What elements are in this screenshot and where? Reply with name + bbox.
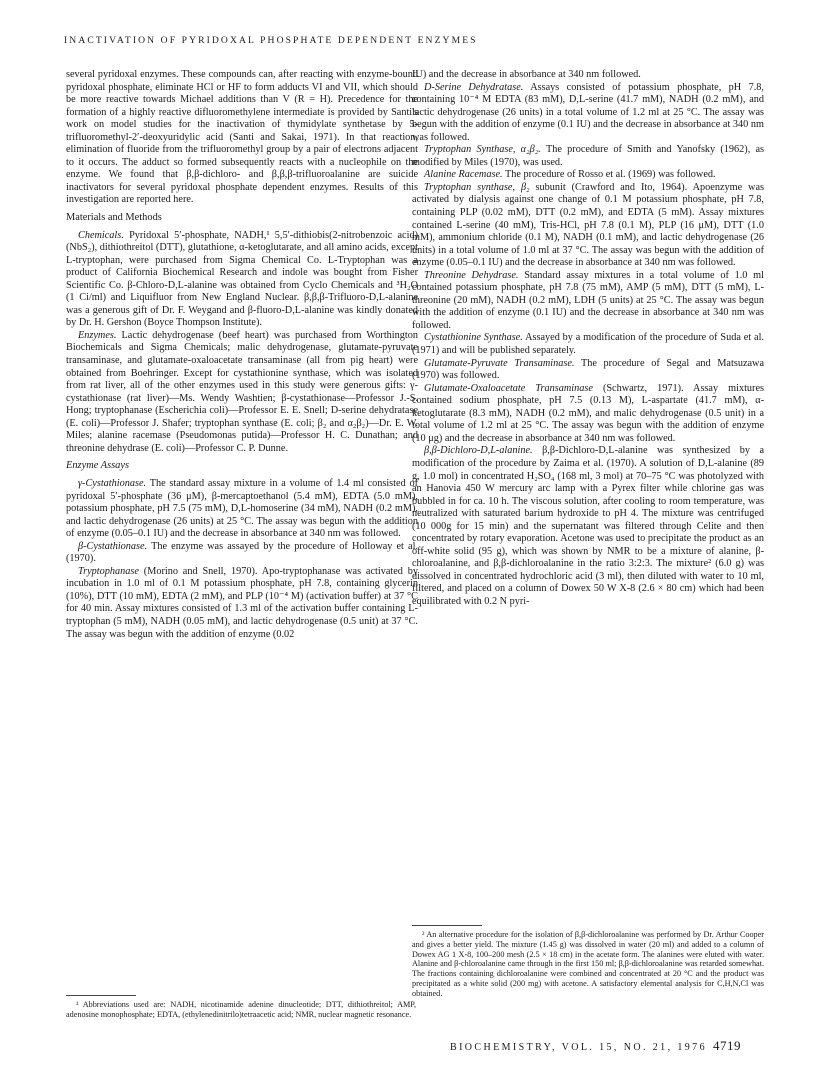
tryptophan-synthase-b2-lead: Tryptophan synthase, β₂ bbox=[424, 181, 530, 193]
chemicals-body: Pyridoxal 5′-phosphate, NADH,¹ 5,5′-dithiobis(2-nitrobenzoic acid) (NbS₂), dithiothreitol (DTT), glutathione, α-ketoglutarate, and all amino acids, except L-tryptophan, were purchased from Sigma Chemical Co. L-Tryptophan was a product of California Biochemical Research and indole was bought from Fisher Scientific Co. β-Chloro-D,L-alanine was obtained from Cyclo Chemicals and ³H₂O (1 Ci/ml) and Liquifluor from New England Nuclear. β,β,β-Trifluoro-D,L-alanine was a generous gift of Dr. F. Weygand and β-fluoro-D,L-alanine was kindly donated by Dr. H. Gershon (Boyce Thompson Institute). bbox=[66, 229, 418, 329]
alanine-racemase-body: The procedure of Rosso et al. (1969) was followed. bbox=[502, 169, 716, 181]
section-heading-assays: Enzyme Assays bbox=[66, 460, 130, 472]
footnote-1 bbox=[66, 1000, 416, 1020]
dichloroalanine-paragraph bbox=[412, 445, 764, 608]
journal-citation: BIOCHEMISTRY, VOL. 15, NO. 21, 1976 bbox=[450, 1042, 707, 1053]
chemicals-paragraph bbox=[66, 230, 418, 330]
got-paragraph bbox=[412, 383, 764, 446]
d-serine-paragraph bbox=[412, 82, 764, 145]
alanine-racemase-paragraph bbox=[412, 169, 764, 182]
tryptophan-synthase-a2b2-body: The procedure of Smith and Yanofsky (1962), as modified by Miles (1970), was used. bbox=[412, 144, 764, 168]
dichloroalanine-lead: β,β-Dichloro-D,L-alanine. bbox=[424, 445, 533, 457]
tryptophanase-body: (Morino and Snell, 1970). Apo-tryptophanase was activated by incubation in 1.0 ml of 0.1 M potassium phosphate, pH 7.8, containing glycerin (10%), DTT (10 mM), EDTA (2 mM), and PLP (10⁻⁴ M) (activation buffer) at 37 °C for 40 min. Assay mixtures consisted of 1.3 ml of the activation buffer containing L-tryptophan (5 mM), NADH (0.05 mM), and lactic dehydrogenase (0.5 unit) at 37 °C. The assay was begun with the addition of enzyme (0.02 bbox=[66, 565, 418, 640]
footnote-2-text: ² An alternative procedure for the isolation of β,β-dichloroalanine was performed by Dr. Arthur Cooper and gives a better yield. The mixture (1.45 g) was dissolved in water (20 ml) and added to a column of Dowex AG 1 X-8, 100–200 mesh (2.5 × 18 cm) in the acetate form. The alanines were eluted with water. Alanine and β-chloroalanine came through in the first 150 ml; β,β-dichloroalanine was retarded somewhat. The fractions containing dichloroalanine were combined and concentrated at 20 °C and the product was precipitated as a white solid (200 mg) with acetone. A satisfactory elemental analysis for C,H,N,Cl was obtained. bbox=[412, 930, 764, 998]
enzymes-paragraph bbox=[66, 330, 418, 455]
alanine-racemase-lead: Alanine Racemase. bbox=[424, 169, 503, 181]
folio bbox=[450, 1038, 741, 1054]
intro-paragraph: several pyridoxal enzymes. These compounds can, after reacting with enzyme-bound pyridoxal phosphate, eliminate HCl or HF to form adducts VI and VII, which should be more reactive towards Michael additions than V (R = H). Precedence for the formation of a highly reactive difluoromethylene intermediate is provided by Santi's work on model studies for the inactivation of thymidylate synthetase by 5-trifluoromethyl-2′-deoxyuridylic acid (Santi and Sakai, 1971). In that reaction, elimination of fluoride from the trifluoromethyl group by a pair of electrons adjacent to it occurs. The adduct so formed subsequently reacts with a nucleophile on the enzyme. We found that β,β-dichloro- and β,β,β-trifluoroalanine are suicide inactivators for several pyridoxal phosphate dependent enzymes. Results of this investigation are reported here. bbox=[66, 69, 418, 206]
got-body: (Schwartz, 1971). Assay mixtures contained sodium phosphate, pH 7.5 (0.13 M), L-aspartate (41.7 mM), α-ketoglutarate (8.3 mM), NADH (0.2 mM), and malic dehydrogenase (0.5 unit) in a total volume of 1.2 ml at 25 °C. The assay was begun with the addition of enzyme (10 μg) and the decrease in absorbance at 340 nm was followed. bbox=[412, 382, 765, 444]
section-heading-methods: Materials and Methods bbox=[66, 212, 162, 224]
gamma-cystathionase-lead: γ-Cystathionase. bbox=[78, 477, 147, 489]
cystathionine-synthase-lead: Cystathionine Synthase. bbox=[424, 332, 523, 344]
gpt-body: The procedure of Segal and Matsuzawa (1970) was followed. bbox=[412, 357, 764, 382]
footnote-2 bbox=[412, 930, 764, 999]
page-number: 4719 bbox=[712, 1038, 741, 1053]
cystathionine-synthase-body: Assayed by a modification of the procedure of Suda et al. (1971) and will be published separately. bbox=[412, 332, 764, 357]
gamma-cystathionase-paragraph bbox=[66, 478, 418, 541]
beta-cystathionase-body: The enzyme was assayed by the procedure of Holloway et al. (1970). bbox=[66, 540, 418, 565]
footnote-1-text: ¹ Abbreviations used are: NADH, nicotinamide adenine dinucleotide; DTT, dithiothreitol; AMP, adenosine monophosphate; EDTA, (ethylenedinitrilo)tetraacetic acid; NMR, nuclear magnetic resonance. bbox=[66, 1000, 416, 1019]
right-column bbox=[412, 69, 764, 609]
cystathionine-synthase-paragraph bbox=[412, 332, 764, 357]
enzymes-body: Lactic dehydrogenase (beef heart) was purchased from Worthington Biochemicals and Sigma Chemicals; malic dehydrogenase, glutamate-pyruvate transaminase, and glutamate-oxaloacetate transaminase (all from pig heart) were obtained from Boehringer. Except for cystathionine synthase, which was isolated from rat liver, all of the other enzymes used in this study were generous gifts: γ-cystathionase (rat liver)—Ms. Wendy Washtien; β-cystathionase—Professor J.-S. Hong; tryptophanase (Escherichia coli)—Professor E. E. Snell; D-serine dehydratase (E. coli)—Professor J. Shafer; tryptophan synthase (E. coli; β₂ and α₂β₂)—Dr. E. W. Miles; alanine racemase (Pseudomonas putida)—Professor H. C. Dunathan; and threonine dehydrase (E. coli)—Professor C. P. Dunne. bbox=[66, 329, 418, 454]
footnote-rule-left bbox=[66, 995, 136, 996]
tryptophanase-paragraph bbox=[66, 566, 418, 641]
d-serine-lead: D-Serine Dehydratase. bbox=[424, 81, 524, 93]
continued-paragraph: IU) and the decrease in absorbance at 340 nm followed. bbox=[412, 69, 641, 80]
dichloroalanine-body: β,β-Dichloro-D,L-alanine was synthesized by a modification of the procedure by Zaima et al. (1970). A solution of D,L-alanine (89 g, 1.0 mol) in concentrated H₂SO₄ (168 ml, 3 mol) at 70–75 °C was photolyzed with an Hanovia 450 W mercury arc lamp with a Pyrex filter while chlorine gas was bubbled in for ca. 10 h. The viscous solution, after cooling to room temperature, was neutralized with saturated barium hydroxide to pH 4. The mixture was centrifuged (10 000g for 15 min) and the supernatant was filtered through Celite and then concentrated by rotary evaporation. Acetone was used to precipitate the product as an off-white solid (95 g), which was shown by NMR to be a mixture of alanine, β-chloroalanine, and β,β-dichloroalanine in the ratio 3:2:3. The mixture² (6.0 g) was dissolved in concentrated hydrochloric acid (3 ml), then diluted with water to 10 ml, filtered, and placed on a column of Dowex 50 W X-8 (2.6 × 80 cm) which had been equilibrated with 0.2 N pyri- bbox=[412, 445, 764, 607]
running-head: INACTIVATION OF PYRIDOXAL PHOSPHATE DEPENDENT ENZYMES bbox=[64, 35, 478, 46]
beta-cystathionase-paragraph bbox=[66, 541, 418, 566]
chemicals-lead: Chemicals. bbox=[78, 229, 124, 241]
gpt-paragraph bbox=[412, 358, 764, 383]
threonine-dehydrase-body: Standard assay mixtures in a total volume of 1.0 ml contained potassium phosphate, pH 7.8 (75 mM), AMP (5 mM), DTT (5 mM), L-threonine (20 mM), NADH (0.2 mM), LDH (5 units) at 25 °C. The assay was begun with the addition of enzyme (0.1 IU) and the decrease in absorbance at 340 nm was followed. bbox=[412, 269, 764, 331]
tryptophan-synthase-a2b2-paragraph bbox=[412, 144, 764, 169]
left-column bbox=[66, 69, 418, 641]
gpt-lead: Glutamate-Pyruvate Transaminase. bbox=[424, 357, 575, 369]
tryptophan-synthase-a2b2-lead: Tryptophan Synthase, α₂β₂. bbox=[424, 144, 541, 156]
tryptophanase-lead: Tryptophanase bbox=[78, 565, 139, 577]
d-serine-body: Assays consisted of potassium phosphate, pH 7.8, containing 10⁻⁴ M EDTA (83 mM), D,L-serine (41.7 mM), NADH (0.2 mM), and lactic dehydrogenase (26 units) in a total volume of 1.2 ml at 25 °C. The assay was begun with the addition of enzyme (0.1 IU) and the decrease in absorbance at 340 nm was followed. bbox=[412, 81, 764, 143]
threonine-dehydrase-lead: Threonine Dehydrase. bbox=[424, 269, 519, 281]
gamma-cystathionase-body: The standard assay mixture in a volume of 1.4 ml consisted of pyridoxal 5′-phosphate (36 μM), β-mercaptoethanol (5.4 mM), EDTA (5.0 mM), potassium phosphate, pH 7.5 (75 mM), D,L-homoserine (34 mM), NADH (0.2 mM), and lactic dehydrogenase (26 units) at 25 °C. The assay was begun with the addition of enzyme (0.05–0.1 IU) and the decrease in absorbance at 340 nm was followed. bbox=[66, 477, 418, 540]
footnote-rule-right bbox=[412, 925, 482, 926]
enzymes-lead: Enzymes. bbox=[78, 329, 117, 341]
tryptophan-synthase-b2-paragraph bbox=[412, 182, 764, 270]
beta-cystathionase-lead: β-Cystathionase. bbox=[78, 540, 148, 552]
got-lead: Glutamate-Oxaloacetate Transaminase bbox=[424, 382, 593, 394]
tryptophan-synthase-b2-body: subunit (Crawford and Ito, 1964). Apoenzyme was activated by dialysis against one change of 0.1 M potassium phosphate, pH 7.8, containing PLP (0.02 mM), DTT (0.2 mM), and EDTA (5 mM). Assay mixtures contained L-serine (40 mM), Tris-HCl, pH 7.8 (0.1 M), PLP (16 μM), DTT (1.0 mM), ammonium chloride (0.1 M), NADH (0.1 mM), and lactic dehydrogenase (26 units) in a total volume of 1.0 ml at 37 °C. The assay was begun with the addition of enzyme (0.05–0.1 IU) and the decrease in absorbance at 340 nm was followed. bbox=[412, 181, 764, 269]
threonine-dehydrase-paragraph bbox=[412, 270, 764, 333]
